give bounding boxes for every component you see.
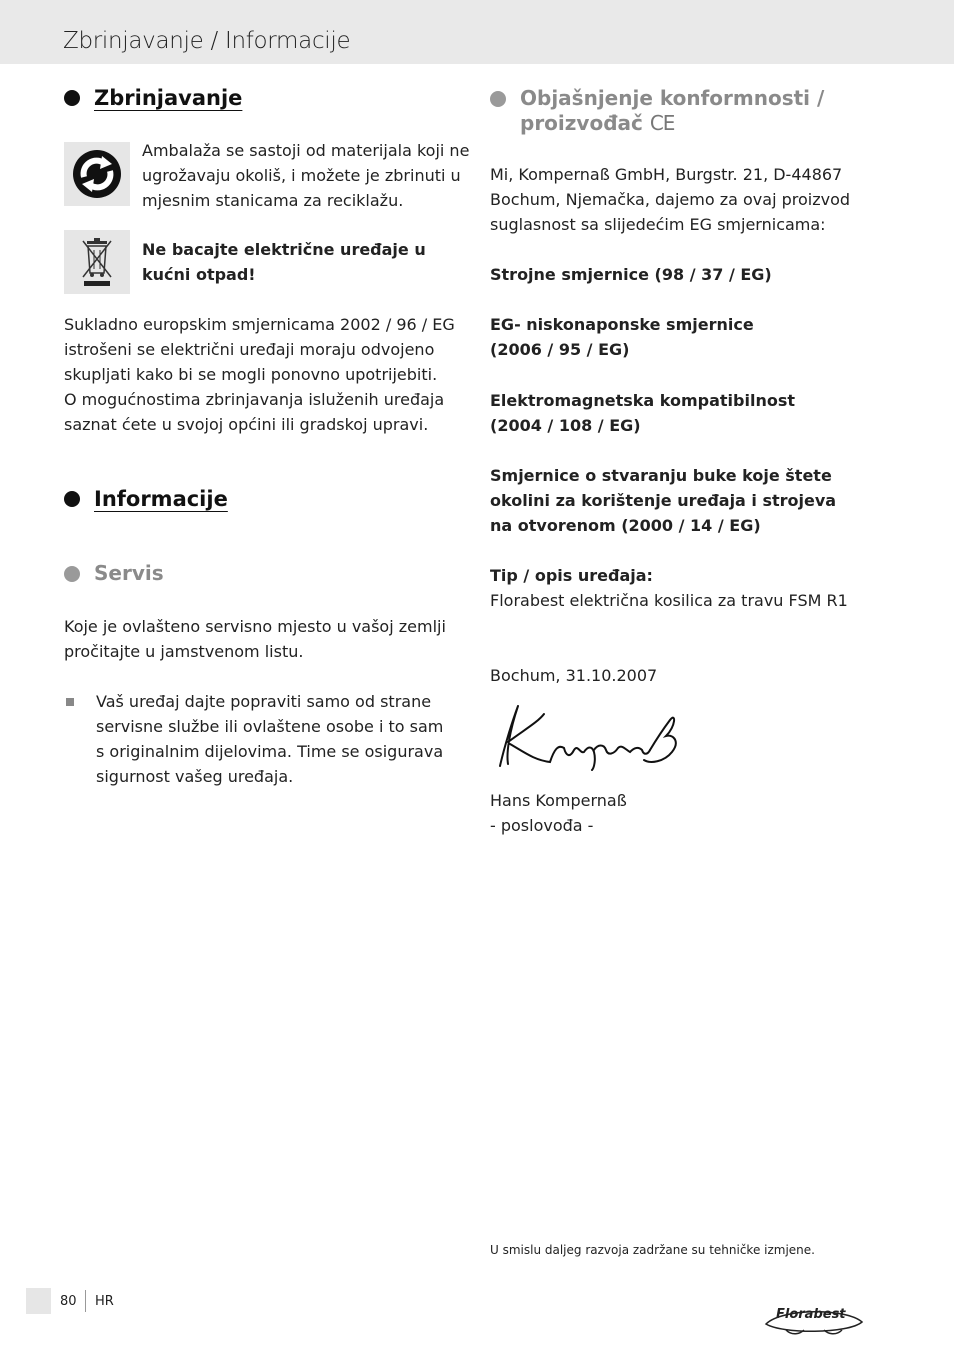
- disposal-warning: Ne bacajte električne uređaje u kućni otpad!: [142, 240, 426, 284]
- page-header: [0, 0, 954, 64]
- footer-divider: [85, 1290, 86, 1312]
- service-bullet-text: Vaš uređaj dajte popraviti samo od strane servisne službe ili ovlaštene osobe i to sam s originalnim dijelovima. Time se osigurava sigurnost vašeg uređaja.: [96, 692, 444, 786]
- heading-bullet-icon: [64, 90, 80, 106]
- conformity-heading: Objašnjenje konformnosti / proizvođač CE: [490, 86, 824, 136]
- device-type: Tip / opis uređaja: Florabest električna kosilica za travu FSM R1: [490, 566, 848, 610]
- technical-note: U smislu daljeg razvoja zadržane su tehničke izmjene.: [490, 1243, 815, 1257]
- place-date: Bochum, 31.10.2007: [490, 666, 658, 685]
- directive-low-voltage: EG- niskonaponske smjernice (2006 / 95 / EG): [490, 315, 754, 359]
- page-number: 80: [60, 1294, 77, 1309]
- footer-marker: [26, 1288, 51, 1314]
- ce-mark-icon: CE: [649, 111, 675, 135]
- signature-icon: [494, 700, 684, 772]
- signer: [490, 788, 627, 838]
- directive-noise: Smjernice o stvaranju buke koje štete okolini za korištenje uređaja i strojeva na otvorenom (2000 / 14 / EG): [490, 466, 837, 535]
- directive-emc: Elektromagnetska kompatibilnost (2004 / 108 / EG): [490, 391, 796, 435]
- brand-logo: [762, 1304, 866, 1338]
- directive-machinery: Strojne smjernice (98 / 37 / EG): [490, 265, 772, 284]
- info-heading: Informacije: [64, 487, 228, 511]
- disposal-heading: Zbrinjavanje: [64, 86, 242, 110]
- heading-bullet-icon: [64, 491, 80, 507]
- directive-paragraph: Sukladno europskim smjernicama 2002 / 96 / EG istrošeni se električni uređaji moraju odvojeno skupljati kako bi se mogli ponovno upotrijebiti. O mogućnostima zbrinjavanja isluženih uređaja saznat ćete u svojoj općini ili gradskoj upravi.: [64, 315, 455, 434]
- heading-bullet-icon: [490, 91, 506, 107]
- packaging-text: Ambalaža se sastoji od materijala koji ne ugrožavaju okoliš, i možete je zbrinuti u mjesnim stanicama za reciklažu.: [142, 141, 470, 210]
- weee-bin-icon: [64, 230, 130, 294]
- conformity-intro: Mi, Kompernaß GmbH, Burgstr. 21, D-44867 Bochum, Njemačka, dajemo za ovaj proizvod suglasnost sa slijedećim EG smjernicama:: [490, 165, 851, 234]
- language-code: HR: [95, 1294, 114, 1309]
- service-heading: Servis: [64, 561, 164, 586]
- recycling-icon: [64, 142, 130, 206]
- signer-role: - poslovođa -: [490, 816, 594, 835]
- brand-name: Florabest: [776, 1307, 846, 1322]
- square-bullet-icon: [66, 698, 74, 706]
- signer-name: Hans Kompernaß: [490, 791, 627, 810]
- heading-bullet-icon: [64, 566, 80, 582]
- page-title: Zbrinjavanje / Informacije: [63, 28, 351, 54]
- service-text: Koje je ovlašteno servisno mjesto u vašoj zemlji pročitajte u jamstvenom listu.: [64, 617, 446, 661]
